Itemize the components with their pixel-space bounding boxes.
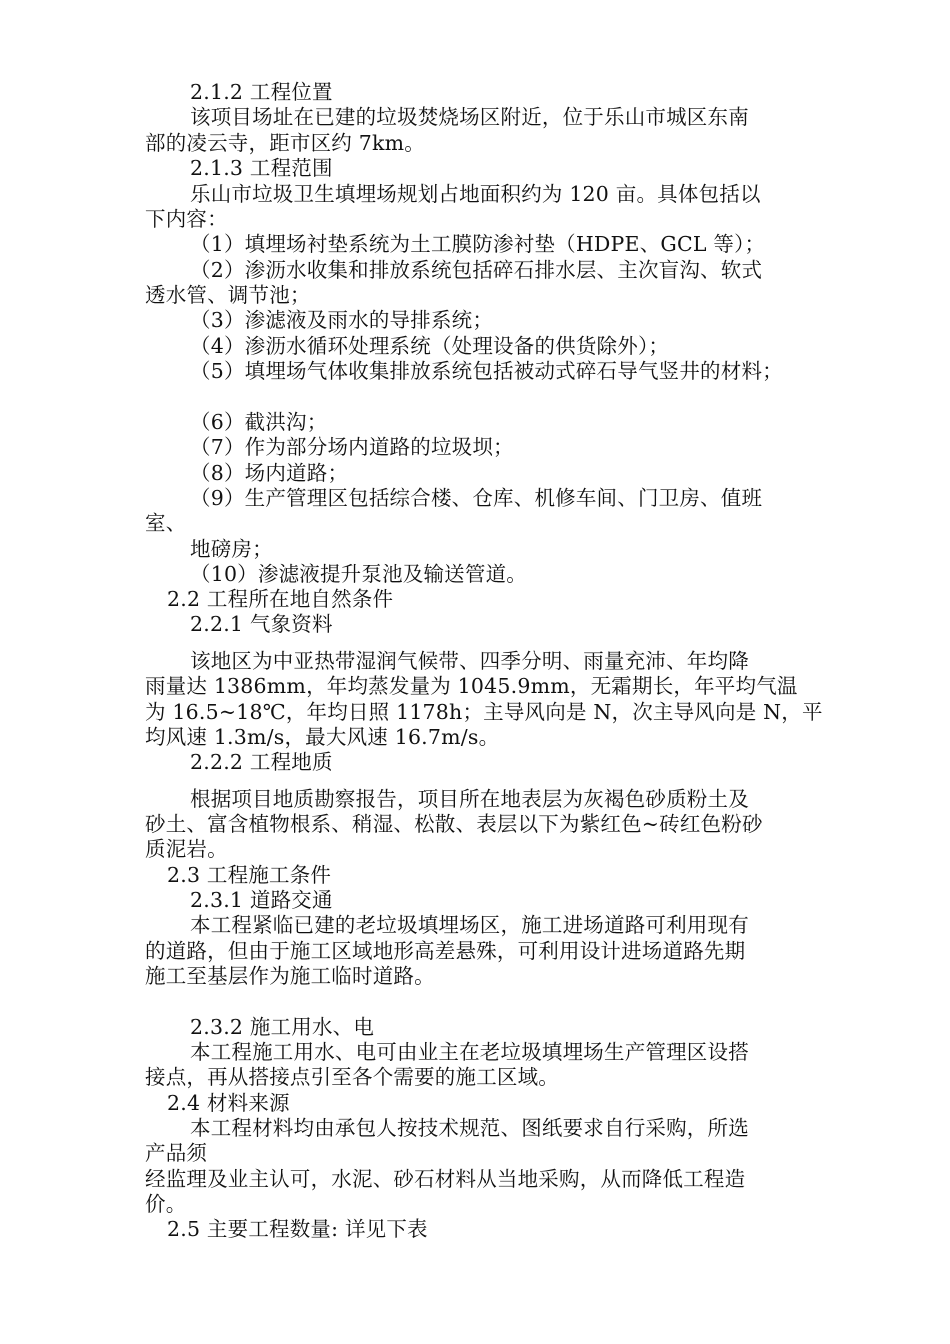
- paragraph-line: 为 16.5~18℃，年均日照 1178h；主导风向是 N，次主导风向是 N，平: [145, 700, 823, 724]
- paragraph-line: 本工程紧临已建的老垃圾填埋场区，施工进场道路可利用现有: [190, 913, 749, 937]
- paragraph-line: 产品须: [145, 1141, 208, 1165]
- list-item: （2）渗沥水收集和排放系统包括碎石排水层、主次盲沟、软式: [190, 258, 763, 282]
- paragraph-line: 价。: [145, 1192, 187, 1216]
- heading-2-4: 2.4 材料来源: [167, 1091, 290, 1115]
- heading-2-1-2: 2.1.2 工程位置: [190, 80, 333, 104]
- list-item: （6）截洪沟；: [190, 410, 328, 434]
- heading-2-2: 2.2 工程所在地自然条件: [167, 587, 394, 611]
- paragraph-line: 接点，再从搭接点引至各个需要的施工区域。: [145, 1065, 559, 1089]
- paragraph-line: 本工程施工用水、电可由业主在老垃圾填埋场生产管理区设搭: [190, 1040, 749, 1064]
- list-item: （9）生产管理区包括综合楼、仓库、机修车间、门卫房、值班: [190, 486, 763, 510]
- paragraph-line: 经监理及业主认可，水泥、砂石材料从当地采购，从而降低工程造: [145, 1167, 746, 1191]
- list-item: （1）填埋场衬垫系统为土工膜防渗衬垫（HDPE、GCL 等）；: [190, 232, 766, 256]
- paragraph-line: 该项目场址在已建的垃圾焚烧场区附近，位于乐山市城区东南: [190, 105, 749, 129]
- heading-2-2-1: 2.2.1 气象资料: [190, 612, 333, 636]
- paragraph-line: 下内容：: [145, 207, 228, 231]
- heading-2-3: 2.3 工程施工条件: [167, 863, 332, 887]
- list-item-continuation: 透水管、调节池；: [145, 283, 311, 307]
- heading-2-3-1: 2.3.1 道路交通: [190, 888, 333, 912]
- list-item: （10）渗滤液提升泵池及输送管道。: [190, 562, 527, 586]
- list-item: （3）渗滤液及雨水的导排系统；: [190, 308, 494, 332]
- list-item: （5）填埋场气体收集排放系统包括被动式碎石导气竖井的材料；: [190, 359, 783, 383]
- heading-2-2-2: 2.2.2 工程地质: [190, 750, 333, 774]
- heading-2-3-2: 2.3.2 施工用水、电: [190, 1015, 375, 1039]
- paragraph-line: 根据项目地质勘察报告，项目所在地表层为灰褐色砂质粉土及: [190, 787, 749, 811]
- paragraph-line: 均风速 1.3m/s，最大风速 16.7m/s。: [145, 725, 500, 749]
- list-item-continuation: 室、: [145, 511, 187, 535]
- paragraph-line: 质泥岩。: [145, 837, 228, 861]
- paragraph-line: 本工程材料均由承包人按技术规范、图纸要求自行采购，所选: [190, 1116, 749, 1140]
- paragraph-line: 雨量达 1386mm，年均蒸发量为 1045.9mm，无霜期长，年平均气温: [145, 674, 798, 698]
- heading-2-5: 2.5 主要工程数量: 详见下表: [167, 1217, 428, 1241]
- paragraph-line: 的道路，但由于施工区域地形高差悬殊，可利用设计进场道路先期: [145, 939, 746, 963]
- paragraph-line: 该地区为中亚热带湿润气候带、四季分明、雨量充沛、年均降: [190, 649, 749, 673]
- paragraph-line: 乐山市垃圾卫生填埋场规划占地面积约为 120 亩。具体包括以: [190, 182, 761, 206]
- paragraph-line: 施工至基层作为施工临时道路。: [145, 964, 435, 988]
- list-item: （7）作为部分场内道路的垃圾坝；: [190, 435, 514, 459]
- list-item-continuation: 地磅房；: [190, 537, 273, 561]
- paragraph-line: 砂土、富含植物根系、稍湿、松散、表层以下为紫红色~砖红色粉砂: [145, 812, 763, 836]
- list-item: （4）渗沥水循环处理系统（处理设备的供货除外）；: [190, 334, 670, 358]
- heading-2-1-3: 2.1.3 工程范围: [190, 156, 333, 180]
- paragraph-line: 部的凌云寺，距市区约 7km。: [145, 131, 425, 155]
- list-item: （8）场内道路；: [190, 461, 349, 485]
